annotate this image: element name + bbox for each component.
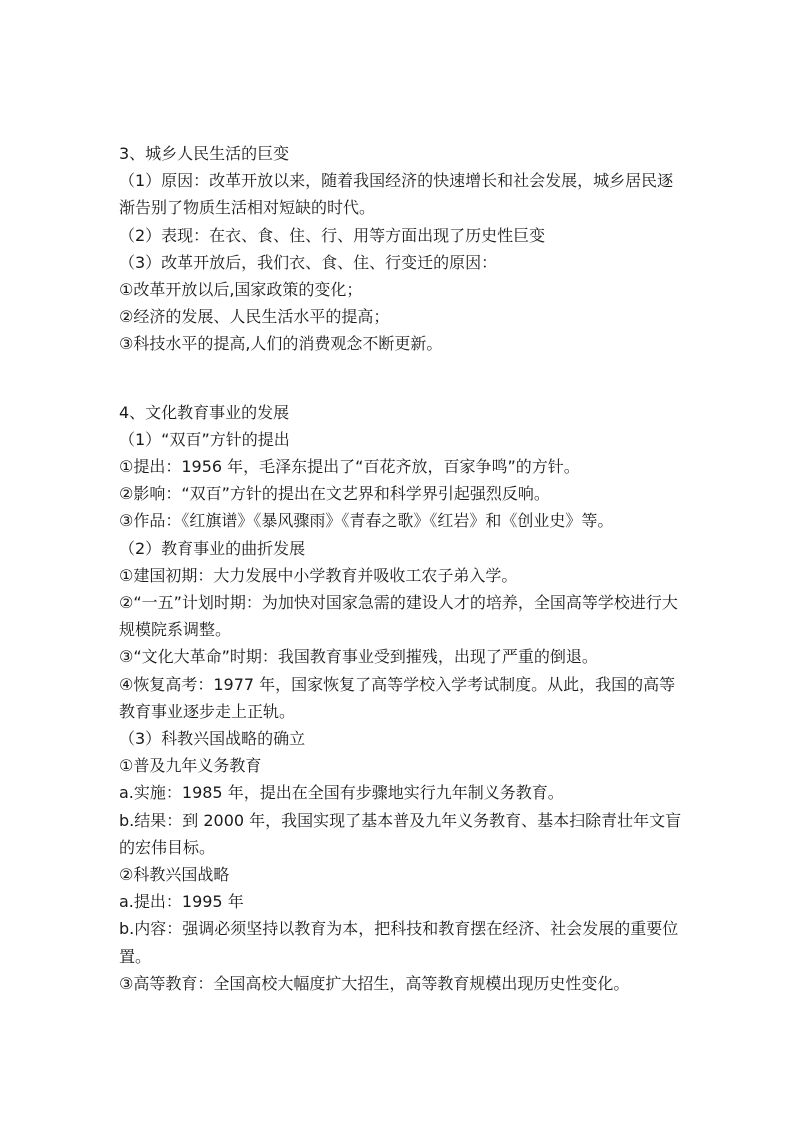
kejiao-proposed: a.提出：1995 年 — [119, 892, 244, 912]
education-item: ②“一五”计划时期：为加快对国家急需的建设人才的培养，全国高等学校进行大规模院系调整。 — [119, 593, 678, 640]
section-3-reason-item: ②经济的发展、人民生活水平的提高； — [119, 307, 390, 327]
education-item: ④恢复高考：1977 年，国家恢复了高等学校入学考试制度。从此，我国的高等教育事业逐步走上正轨。 — [119, 674, 676, 721]
shuangbai-item: ②影响：“双百”方针的提出在文艺界和科学界引起强烈反响。 — [119, 484, 550, 504]
compulsory-implementation: a.实施：1985 年，提出在全国有步骤地实行九年制义务教育。 — [119, 783, 564, 803]
section-4-heading: 4、文化教育事业的发展 — [119, 402, 290, 422]
education-title: （2）教育事业的曲折发展 — [119, 538, 306, 558]
document-page — [119, 140, 685, 997]
shuangbai-title: （1）“双百”方针的提出 — [119, 429, 290, 449]
strategy-title: （3）科教兴国战略的确立 — [119, 729, 306, 749]
higher-education: ③高等教育：全国高校大幅度扩大招生，高等教育规模出现历史性变化。 — [119, 973, 630, 993]
education-item: ①建国初期：大力发展中小学教育并吸收工农子弟入学。 — [119, 565, 518, 585]
compulsory-result: b.结果：到 2000 年，我国实现了基本普及九年义务教育、基本扫除青壮年文盲的宏伟目标。 — [119, 810, 682, 857]
section-3-reason-item: ③科技水平的提高,人们的消费观念不断更新。 — [119, 334, 443, 354]
section-3-reasons-intro: （3）改革开放后，我们衣、食、住、行变迁的原因： — [119, 252, 498, 272]
section-3-heading: 3、城乡人民生活的巨变 — [119, 144, 290, 163]
compulsory-title: ①普及九年义务教育 — [119, 756, 262, 776]
kejiao-title: ②科教兴国战略 — [119, 865, 230, 885]
section-3-manifestation: （2）表现：在衣、食、住、行、用等方面出现了历史性巨变 — [119, 225, 546, 245]
section-3-reason-item: ①改革开放以后,国家政策的变化； — [119, 280, 363, 300]
education-item: ③“文化大革命”时期：我国教育事业受到摧残，出现了严重的倒退。 — [119, 647, 598, 667]
kejiao-content: b.内容：强调必须坚持以教育为本，把科技和教育摆在经济、社会发展的重要位置。 — [119, 919, 679, 966]
shuangbai-item: ①提出：1956 年，毛泽东提出了“百花齐放，百家争鸣”的方针。 — [119, 457, 580, 477]
section-3-cause: （1）原因：改革开放以来，随着我国经济的快速增长和社会发展，城乡居民逐渐告别了物质生活相对短缺的时代。 — [119, 171, 674, 218]
shuangbai-item: ③作品：《红旗谱》《暴风骤雨》《青春之歌》《红岩》和《创业史》等。 — [119, 511, 614, 531]
section-spacer — [119, 358, 685, 399]
